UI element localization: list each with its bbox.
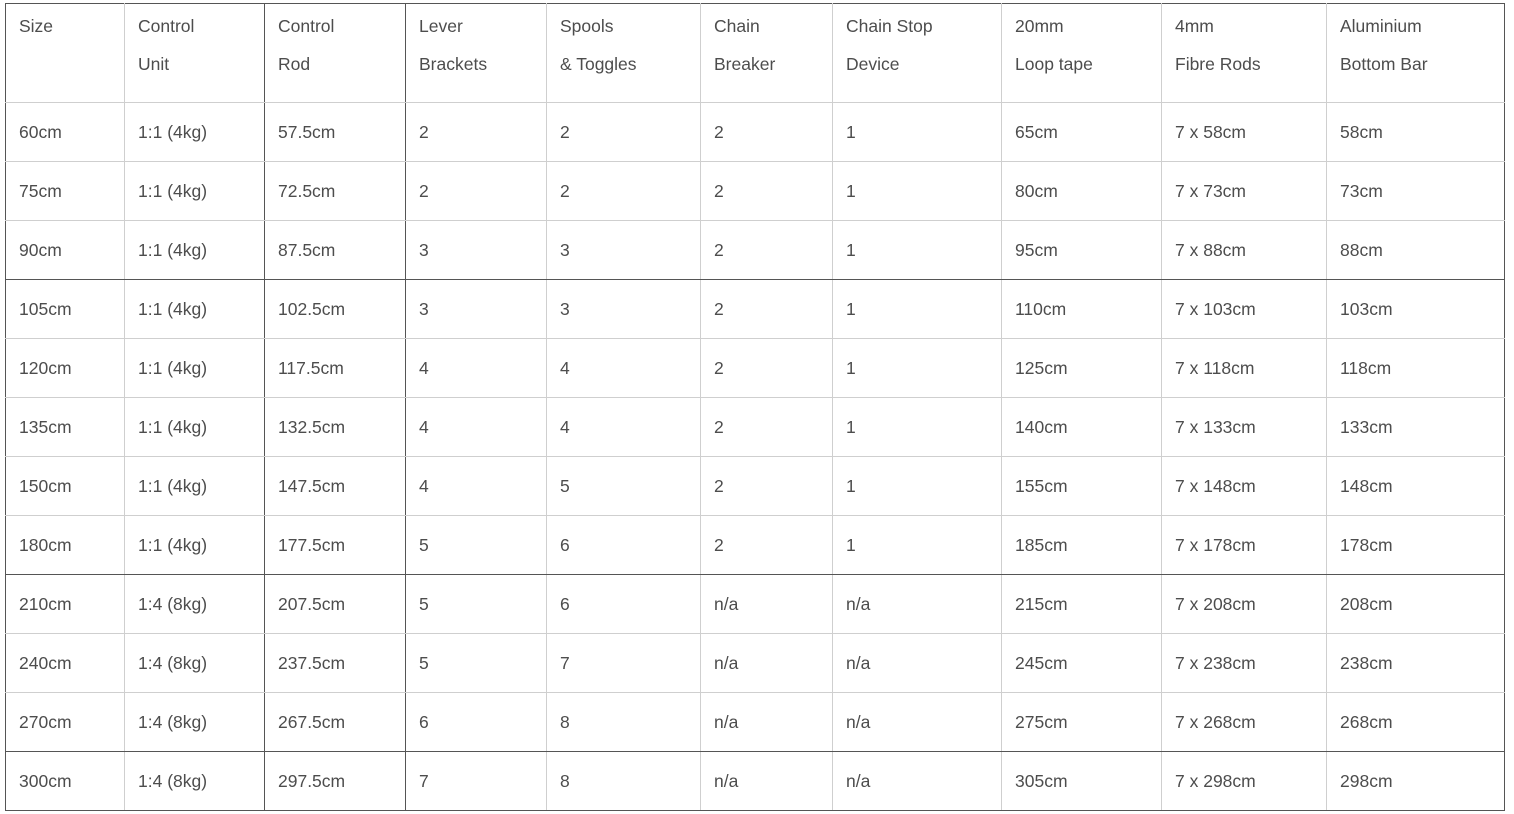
cell-chain-breaker: 2 [701, 457, 833, 516]
cell-spools-toggles: 2 [547, 162, 701, 221]
column-header-line: Control [138, 16, 195, 36]
cell-chain-stop-device: n/a [833, 634, 1002, 693]
cell-fibre-rods: 7 x 238cm [1162, 634, 1327, 693]
cell-fibre-rods: 7 x 298cm [1162, 752, 1327, 811]
cell-control-unit: 1:1 (4kg) [125, 162, 265, 221]
cell-spools-toggles: 8 [547, 752, 701, 811]
column-header-line: Aluminium [1340, 16, 1422, 36]
cell-control-unit: 1:4 (8kg) [125, 634, 265, 693]
column-header-line: Device [846, 54, 900, 74]
cell-fibre-rods: 7 x 88cm [1162, 221, 1327, 280]
table-header-row [6, 4, 1505, 103]
cell-spools-toggles: 3 [547, 280, 701, 339]
cell-control-unit: 1:4 (8kg) [125, 752, 265, 811]
cell-control-unit: 1:1 (4kg) [125, 280, 265, 339]
cell-lever-brackets: 2 [406, 162, 547, 221]
cell-spools-toggles: 8 [547, 693, 701, 752]
cell-bottom-bar: 268cm [1327, 693, 1505, 752]
cell-chain-stop-device: 1 [833, 398, 1002, 457]
column-header-line: Fibre Rods [1175, 54, 1261, 74]
cell-bottom-bar: 238cm [1327, 634, 1505, 693]
cell-chain-stop-device: 1 [833, 162, 1002, 221]
cell-control-rod: 87.5cm [265, 221, 406, 280]
column-header-line: 4mm [1175, 16, 1214, 36]
cell-lever-brackets: 3 [406, 221, 547, 280]
column-header-line: Lever [419, 16, 463, 36]
table-row [6, 221, 1505, 280]
cell-chain-stop-device: n/a [833, 752, 1002, 811]
cell-fibre-rods: 7 x 58cm [1162, 103, 1327, 162]
cell-loop-tape: 95cm [1002, 221, 1162, 280]
cell-size: 120cm [6, 339, 125, 398]
column-header-line: Spools [560, 16, 614, 36]
cell-chain-stop-device: 1 [833, 516, 1002, 575]
cell-loop-tape: 125cm [1002, 339, 1162, 398]
cell-chain-breaker: 2 [701, 339, 833, 398]
size-table-container [5, 3, 1505, 811]
cell-size: 240cm [6, 634, 125, 693]
column-header-control-rod [265, 4, 406, 103]
column-header-spools-toggles [547, 4, 701, 103]
cell-lever-brackets: 3 [406, 280, 547, 339]
cell-lever-brackets: 5 [406, 516, 547, 575]
cell-chain-stop-device: 1 [833, 339, 1002, 398]
cell-fibre-rods: 7 x 208cm [1162, 575, 1327, 634]
cell-chain-stop-device: 1 [833, 103, 1002, 162]
cell-lever-brackets: 4 [406, 398, 547, 457]
cell-control-rod: 177.5cm [265, 516, 406, 575]
column-header-loop-tape [1002, 4, 1162, 103]
table-row [6, 280, 1505, 339]
cell-lever-brackets: 4 [406, 339, 547, 398]
cell-chain-breaker: 2 [701, 398, 833, 457]
cell-loop-tape: 275cm [1002, 693, 1162, 752]
cell-loop-tape: 305cm [1002, 752, 1162, 811]
cell-spools-toggles: 2 [547, 103, 701, 162]
cell-loop-tape: 80cm [1002, 162, 1162, 221]
cell-control-unit: 1:1 (4kg) [125, 339, 265, 398]
cell-bottom-bar: 208cm [1327, 575, 1505, 634]
cell-fibre-rods: 7 x 118cm [1162, 339, 1327, 398]
cell-size: 180cm [6, 516, 125, 575]
cell-chain-stop-device: 1 [833, 457, 1002, 516]
cell-lever-brackets: 6 [406, 693, 547, 752]
column-header-bottom-bar [1327, 4, 1505, 103]
cell-bottom-bar: 88cm [1327, 221, 1505, 280]
cell-control-rod: 237.5cm [265, 634, 406, 693]
cell-spools-toggles: 4 [547, 398, 701, 457]
cell-size: 210cm [6, 575, 125, 634]
cell-control-rod: 132.5cm [265, 398, 406, 457]
cell-control-rod: 297.5cm [265, 752, 406, 811]
cell-size: 150cm [6, 457, 125, 516]
cell-size: 90cm [6, 221, 125, 280]
cell-bottom-bar: 148cm [1327, 457, 1505, 516]
cell-chain-stop-device: 1 [833, 280, 1002, 339]
cell-chain-breaker: n/a [701, 693, 833, 752]
column-header-line: Control [278, 16, 335, 36]
table-body [6, 103, 1505, 811]
cell-fibre-rods: 7 x 178cm [1162, 516, 1327, 575]
cell-control-unit: 1:1 (4kg) [125, 516, 265, 575]
column-header-line: Brackets [419, 54, 488, 74]
cell-bottom-bar: 58cm [1327, 103, 1505, 162]
cell-fibre-rods: 7 x 148cm [1162, 457, 1327, 516]
cell-bottom-bar: 133cm [1327, 398, 1505, 457]
cell-loop-tape: 110cm [1002, 280, 1162, 339]
cell-loop-tape: 245cm [1002, 634, 1162, 693]
cell-size: 75cm [6, 162, 125, 221]
cell-control-rod: 207.5cm [265, 575, 406, 634]
cell-control-rod: 267.5cm [265, 693, 406, 752]
cell-loop-tape: 215cm [1002, 575, 1162, 634]
cell-chain-breaker: 2 [701, 103, 833, 162]
cell-size: 300cm [6, 752, 125, 811]
cell-lever-brackets: 4 [406, 457, 547, 516]
cell-fibre-rods: 7 x 133cm [1162, 398, 1327, 457]
cell-fibre-rods: 7 x 73cm [1162, 162, 1327, 221]
column-header-line: Bottom Bar [1340, 54, 1428, 74]
cell-control-unit: 1:1 (4kg) [125, 457, 265, 516]
cell-loop-tape: 65cm [1002, 103, 1162, 162]
cell-spools-toggles: 5 [547, 457, 701, 516]
cell-control-rod: 72.5cm [265, 162, 406, 221]
column-header-line: Breaker [714, 54, 776, 74]
table-row [6, 162, 1505, 221]
cell-spools-toggles: 6 [547, 575, 701, 634]
cell-chain-breaker: 2 [701, 221, 833, 280]
cell-chain-breaker: n/a [701, 634, 833, 693]
column-header-line: Chain Stop [846, 16, 933, 36]
column-header-size [6, 4, 125, 103]
cell-chain-breaker: 2 [701, 516, 833, 575]
cell-loop-tape: 185cm [1002, 516, 1162, 575]
cell-control-unit: 1:4 (8kg) [125, 693, 265, 752]
column-header-line: Chain [714, 16, 760, 36]
column-header-line: Rod [278, 54, 311, 74]
column-header-chain-breaker [701, 4, 833, 103]
cell-bottom-bar: 118cm [1327, 339, 1505, 398]
cell-spools-toggles: 3 [547, 221, 701, 280]
cell-chain-breaker: 2 [701, 162, 833, 221]
cell-control-unit: 1:1 (4kg) [125, 398, 265, 457]
cell-control-rod: 102.5cm [265, 280, 406, 339]
column-header-control-unit [125, 4, 265, 103]
cell-lever-brackets: 5 [406, 575, 547, 634]
cell-loop-tape: 155cm [1002, 457, 1162, 516]
cell-size: 135cm [6, 398, 125, 457]
column-header-line: 20mm [1015, 16, 1064, 36]
cell-control-rod: 57.5cm [265, 103, 406, 162]
cell-control-rod: 117.5cm [265, 339, 406, 398]
column-header-fibre-rods [1162, 4, 1327, 103]
cell-loop-tape: 140cm [1002, 398, 1162, 457]
table-row [6, 398, 1505, 457]
cell-control-rod: 147.5cm [265, 457, 406, 516]
table-row [6, 634, 1505, 693]
cell-control-unit: 1:1 (4kg) [125, 103, 265, 162]
column-header-line: Unit [138, 54, 170, 74]
cell-bottom-bar: 178cm [1327, 516, 1505, 575]
cell-size: 270cm [6, 693, 125, 752]
blind-size-specification-table [5, 3, 1505, 811]
cell-chain-stop-device: n/a [833, 693, 1002, 752]
cell-spools-toggles: 6 [547, 516, 701, 575]
cell-chain-breaker: n/a [701, 575, 833, 634]
cell-spools-toggles: 7 [547, 634, 701, 693]
table-row [6, 457, 1505, 516]
table-row [6, 752, 1505, 811]
cell-lever-brackets: 5 [406, 634, 547, 693]
column-header-line: Size [19, 16, 54, 36]
cell-fibre-rods: 7 x 103cm [1162, 280, 1327, 339]
cell-control-unit: 1:4 (8kg) [125, 575, 265, 634]
cell-size: 60cm [6, 103, 125, 162]
column-header-line: & Toggles [560, 54, 637, 74]
cell-bottom-bar: 298cm [1327, 752, 1505, 811]
cell-chain-breaker: n/a [701, 752, 833, 811]
table-row [6, 339, 1505, 398]
cell-fibre-rods: 7 x 268cm [1162, 693, 1327, 752]
table-row [6, 516, 1505, 575]
cell-chain-stop-device: 1 [833, 221, 1002, 280]
column-header-line: Loop tape [1015, 54, 1093, 74]
table-row [6, 575, 1505, 634]
table-row [6, 693, 1505, 752]
cell-lever-brackets: 2 [406, 103, 547, 162]
cell-bottom-bar: 73cm [1327, 162, 1505, 221]
cell-control-unit: 1:1 (4kg) [125, 221, 265, 280]
column-header-chain-stop-device [833, 4, 1002, 103]
column-header-lever-brackets [406, 4, 547, 103]
cell-chain-breaker: 2 [701, 280, 833, 339]
cell-lever-brackets: 7 [406, 752, 547, 811]
cell-chain-stop-device: n/a [833, 575, 1002, 634]
cell-size: 105cm [6, 280, 125, 339]
cell-bottom-bar: 103cm [1327, 280, 1505, 339]
table-row [6, 103, 1505, 162]
cell-spools-toggles: 4 [547, 339, 701, 398]
